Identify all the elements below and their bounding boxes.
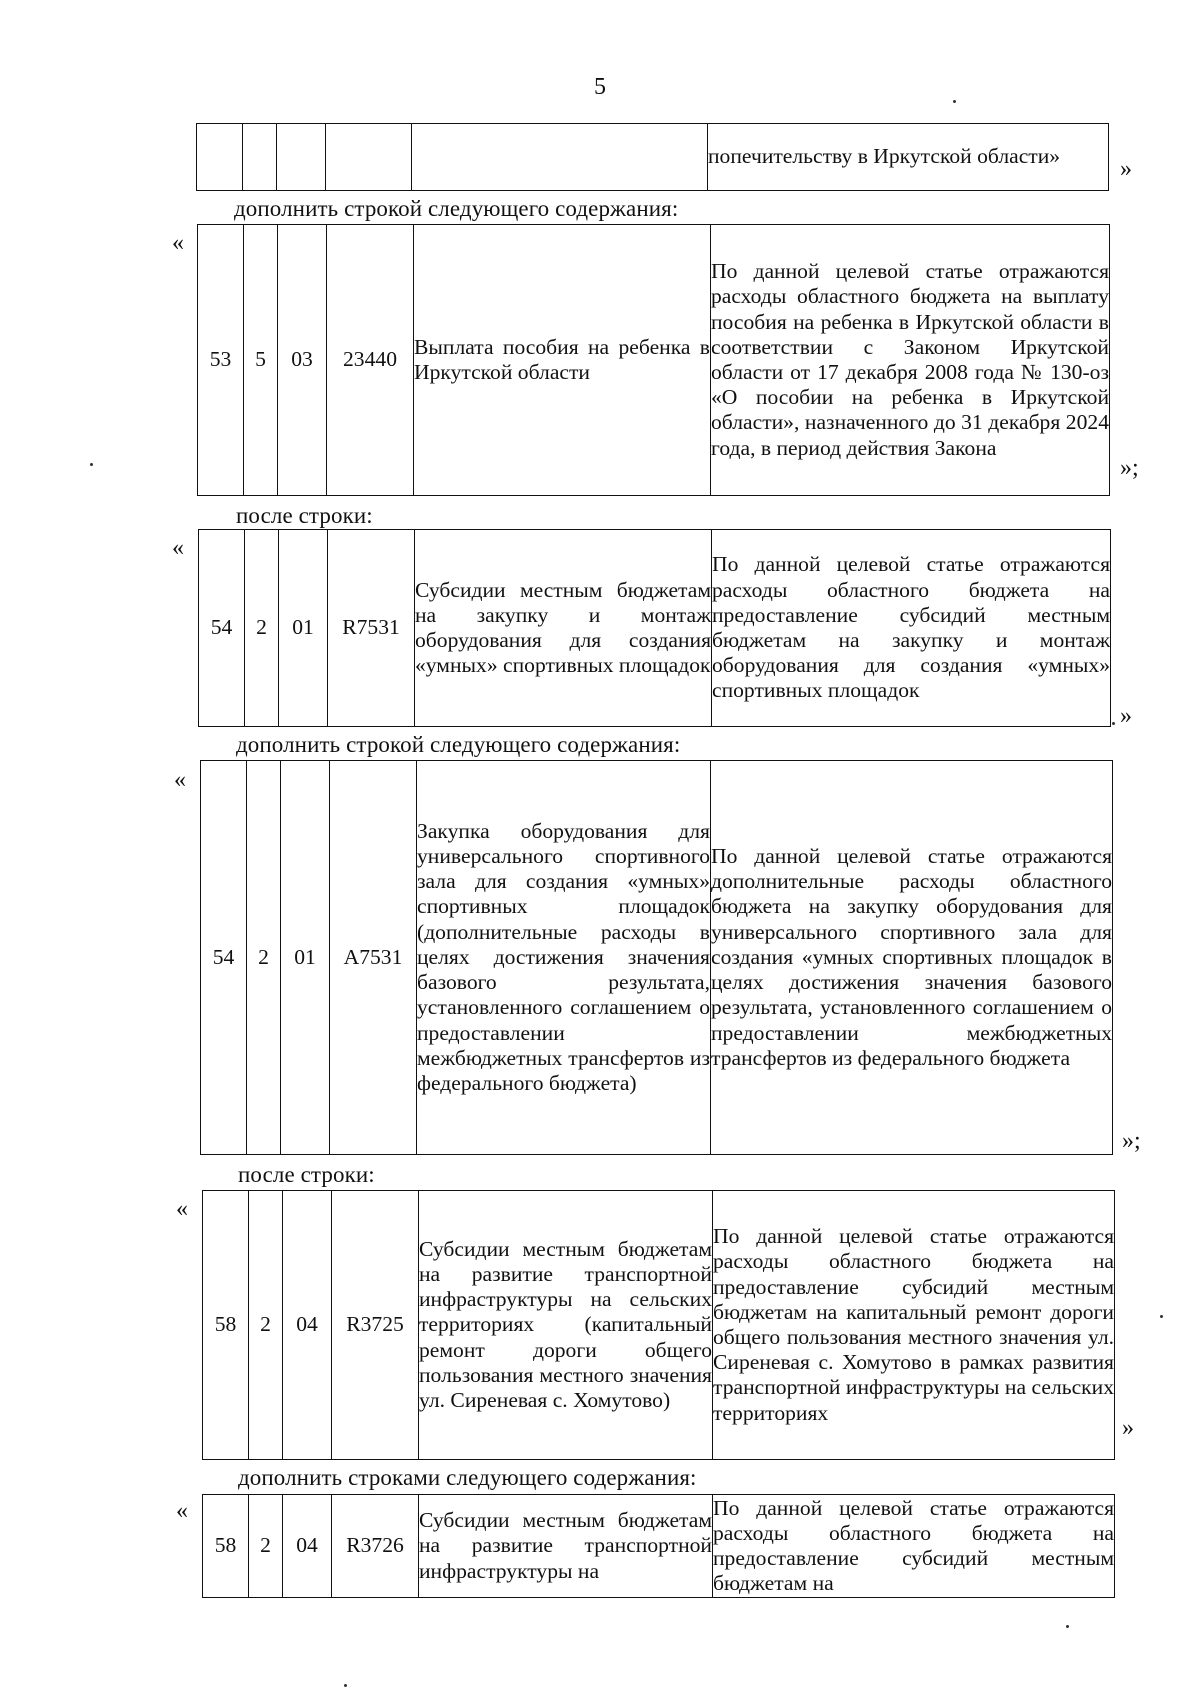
cell-code-c: 01 xyxy=(279,530,328,727)
cell-description: По данной целевой статье отражаются расходы областного бюджета на предоставление субсидий местным бюджетам на закупку и монтаж оборудования для создания «умных» спортивных площадок xyxy=(712,530,1111,727)
cell-name: Закупка оборудования для универсального спортивного зала для создания «умных» спортивных площадок (дополнительные расходы в целях достижения значения базового результата, установленного соглашением о предоставлении межбюджетных трансфертов из федерального бюджета) xyxy=(417,761,711,1155)
table-row xyxy=(198,225,1110,496)
instruction-text: дополнить строками следующего содержания: xyxy=(238,1465,697,1490)
cell-code-main: R3725 xyxy=(332,1191,419,1460)
cell-code-b: 5 xyxy=(244,225,278,496)
cell-empty xyxy=(243,124,277,191)
cell-empty xyxy=(277,124,326,191)
cell-code-main: R3726 xyxy=(332,1495,419,1598)
instruction-text: после строки: xyxy=(236,503,373,528)
budget-table-row-R3725 xyxy=(202,1190,1115,1460)
cell-code-main: 23440 xyxy=(327,225,414,496)
table-row xyxy=(199,530,1111,727)
closing-quote: »; xyxy=(1120,455,1139,481)
page-number: 5 xyxy=(594,74,606,100)
budget-table-continuation xyxy=(196,123,1109,191)
scan-dot xyxy=(1160,1315,1163,1318)
cell-code-c: 04 xyxy=(283,1191,332,1460)
instruction-text: дополнить строкой следующего содержания: xyxy=(234,196,679,221)
budget-table-row-A7531 xyxy=(200,760,1113,1155)
cell-code-b: 2 xyxy=(249,1191,283,1460)
opening-quote: « xyxy=(176,1196,188,1222)
closing-quote: » xyxy=(1120,156,1132,182)
scan-dot xyxy=(344,1684,347,1687)
cell-name: Субсидии местным бюджетам на развитие транспортной инфраструктуры на xyxy=(419,1495,713,1598)
cell-name: Субсидии местным бюджетам на развитие транспортной инфраструктуры на сельских территориях (капитальный ремонт дороги общего пользования местного значения ул. Сиреневая с. Хомутово) xyxy=(419,1191,713,1460)
scan-dot xyxy=(1112,722,1115,725)
cell-description: По данной целевой статье отражаются расходы областного бюджета на предоставление субсидий местным бюджетам на xyxy=(713,1495,1115,1598)
cell-description: По данной целевой статье отражаются расходы областного бюджета на предоставление субсидий местным бюджетам на капитальный ремонт дороги общего пользования местного значения ул. Сиреневая с. Хомутово в рамках развития транспортной инфраструктуры на сельских территориях xyxy=(713,1191,1115,1460)
opening-quote: « xyxy=(176,1498,188,1524)
cell-code-b: 2 xyxy=(249,1495,283,1598)
cell-code-main: А7531 xyxy=(330,761,417,1155)
cell-code-a: 58 xyxy=(203,1495,249,1598)
cell-code-a: 58 xyxy=(203,1191,249,1460)
cell-code-main: R7531 xyxy=(328,530,415,727)
instruction-text: дополнить строкой следующего содержания: xyxy=(236,732,681,757)
closing-quote: »; xyxy=(1122,1128,1141,1154)
cell-empty xyxy=(197,124,243,191)
cell-empty xyxy=(326,124,412,191)
cell-name: Субсидии местным бюджетам на закупку и монтаж оборудования для создания «умных» спортивных площадок xyxy=(415,530,712,727)
scan-dot xyxy=(953,100,956,103)
table-row xyxy=(203,1191,1115,1460)
cell-empty xyxy=(412,124,708,191)
cell-code-a: 54 xyxy=(201,761,247,1155)
cell-description: попечительству в Иркутской области» xyxy=(708,124,1109,191)
budget-table-row-R7531 xyxy=(198,529,1111,727)
cell-code-a: 54 xyxy=(199,530,245,727)
cell-code-a: 53 xyxy=(198,225,244,496)
scan-dot xyxy=(90,463,93,466)
scan-dot xyxy=(1066,1625,1069,1628)
budget-table-row-R3726 xyxy=(202,1494,1115,1598)
opening-quote: « xyxy=(172,535,184,561)
opening-quote: « xyxy=(174,767,186,793)
table-row xyxy=(197,124,1109,191)
cell-code-b: 2 xyxy=(245,530,279,727)
cell-name: Выплата пособия на ребенка в Иркутской области xyxy=(414,225,711,496)
closing-quote: » xyxy=(1120,703,1132,729)
cell-description: По данной целевой статье отражаются дополнительные расходы областного бюджета на закупку оборудования для универсального спортивного зала для создания «умных спортивных площадок в целях достижения значения базового результата, установленного соглашением о предоставлении межбюджетных трансфертов из федерального бюджета xyxy=(711,761,1113,1155)
cell-description: По данной целевой статье отражаются расходы областного бюджета на выплату пособия на ребенка в Иркутской области в соответствии с Законом Иркутской области от 17 декабря 2008 года № 130-оз «О пособии на ребенка в Иркутской области», назначенного до 31 декабря 2024 года, в период действия Закона xyxy=(711,225,1110,496)
opening-quote: « xyxy=(172,230,184,256)
table-row xyxy=(203,1495,1115,1598)
table-row xyxy=(201,761,1113,1155)
cell-code-c: 03 xyxy=(278,225,327,496)
cell-code-c: 04 xyxy=(283,1495,332,1598)
instruction-text: после строки: xyxy=(238,1162,375,1187)
cell-code-c: 01 xyxy=(281,761,330,1155)
closing-quote: » xyxy=(1122,1415,1134,1441)
cell-code-b: 2 xyxy=(247,761,281,1155)
budget-table-row-23440 xyxy=(197,224,1110,496)
